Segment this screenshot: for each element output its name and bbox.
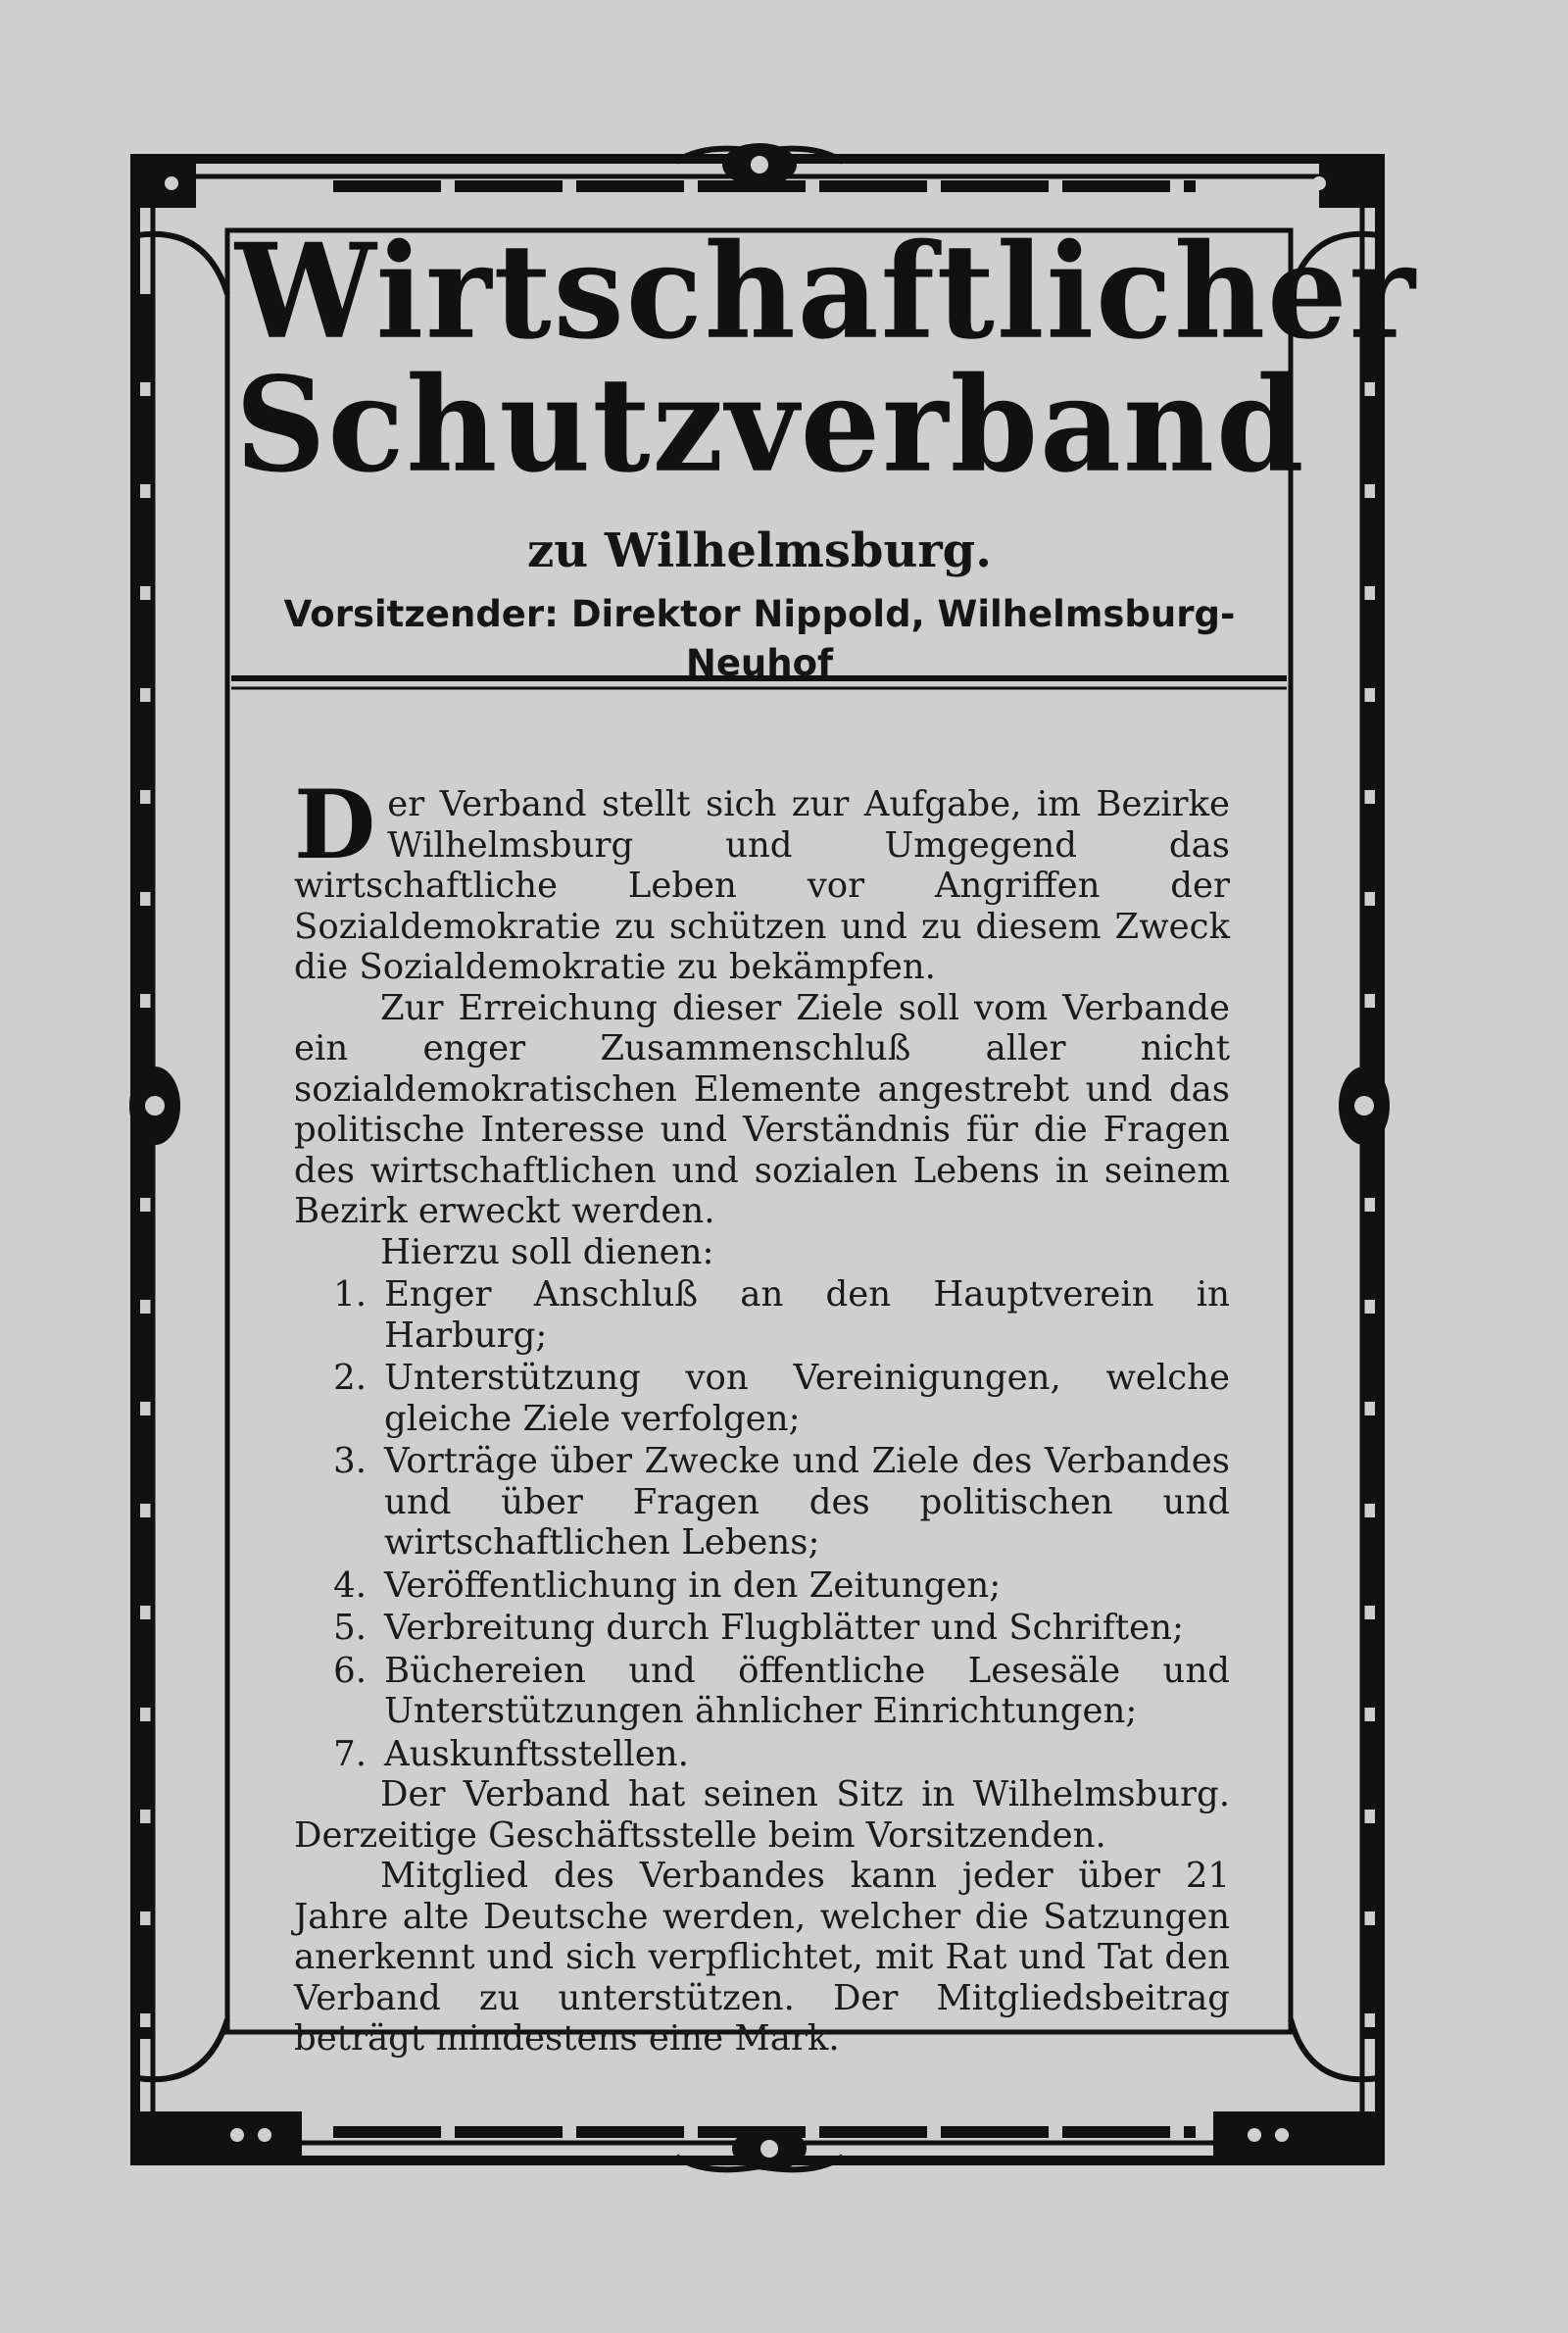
membership-paragraph: Mitglied des Verbandes kann jeder über 21 Jahre alte Deutsche werden, welcher die Satzungen anerkennt und sich verpflichtet, mit Rat und Tat den Verband zu unterstützen. Der Mitgliedsbeitrag beträgt mindestens eine Mark. xyxy=(294,1856,1230,2059)
purpose-list xyxy=(294,1274,1230,1774)
place-line: zu Wilhelmsburg. xyxy=(527,523,992,578)
list-item xyxy=(294,1358,1230,1439)
list-text: Enger Anschluß an den Hauptverein in Harburg; xyxy=(384,1274,1230,1356)
list-text: Verbreitung durch Flugblätter und Schriften; xyxy=(384,1608,1184,1648)
list-text: Auskunftsstellen. xyxy=(384,1733,689,1774)
list-item xyxy=(294,1565,1230,1607)
list-text: Büchereien und öffentliche Lesesäle und Unterstützungen ähnlicher Einrichtungen; xyxy=(384,1650,1230,1731)
list-item xyxy=(294,1608,1230,1649)
title-line-2: Schutzverband xyxy=(235,349,1306,502)
list-item xyxy=(294,1734,1230,1775)
list-number: 7. xyxy=(333,1733,367,1774)
list-number: 3. xyxy=(333,1441,367,1481)
list-intro: Hierzu soll dienen: xyxy=(380,1231,714,1272)
list-number: 1. xyxy=(333,1274,367,1315)
list-item xyxy=(294,1441,1230,1564)
seat-paragraph: Der Verband hat seinen Sitz in Wilhelmsburg. Derzeitige Geschäftsstelle beim Vorsitzenden. xyxy=(294,1774,1230,1856)
list-item xyxy=(294,1274,1230,1356)
intro-text: er Verband stellt sich zur Aufgabe, im Bezirke Wilhelmsburg und Umgegend das wirtschaftliche Leben vor Angriffen der Sozialdemokratie zu schützen und zu diesem Zweck die Sozialdemokratie zu bekämpfen. xyxy=(294,784,1230,987)
list-text: Veröffentlichung in den Zeitungen; xyxy=(384,1564,1002,1606)
goals-paragraph: Zur Erreichung dieser Ziele soll vom Verbande ein enger Zusammenschluß aller nicht sozialdemokratischen Elemente angestrebt und das politische Interesse und Verständnis für die Fragen des wirtschaftlichen und sozialen Lebens in seinem Bezirk erweckt werden. xyxy=(294,987,1230,1231)
intro-paragraph xyxy=(294,769,1230,988)
drop-cap: D xyxy=(294,769,376,880)
body-text xyxy=(294,769,1230,2060)
list-number: 2. xyxy=(333,1358,367,1398)
list-number: 4. xyxy=(333,1564,367,1606)
chairman-line: Vorsitzender: Direktor Nippold, Wilhelmsburg-Neuhof xyxy=(283,593,1236,684)
title-line-1: Wirtschaftlicher xyxy=(235,216,1417,369)
list-text: Unterstützung von Vereinigungen, welche gleiche Ziele verfolgen; xyxy=(384,1358,1230,1439)
header xyxy=(235,216,1417,684)
list-number: 5. xyxy=(333,1608,367,1648)
list-item xyxy=(294,1651,1230,1732)
list-number: 6. xyxy=(333,1650,367,1691)
list-text: Vorträge über Zwecke und Ziele des Verbandes und über Fragen des politischen und wirtschaftlichen Lebens; xyxy=(384,1441,1230,1563)
